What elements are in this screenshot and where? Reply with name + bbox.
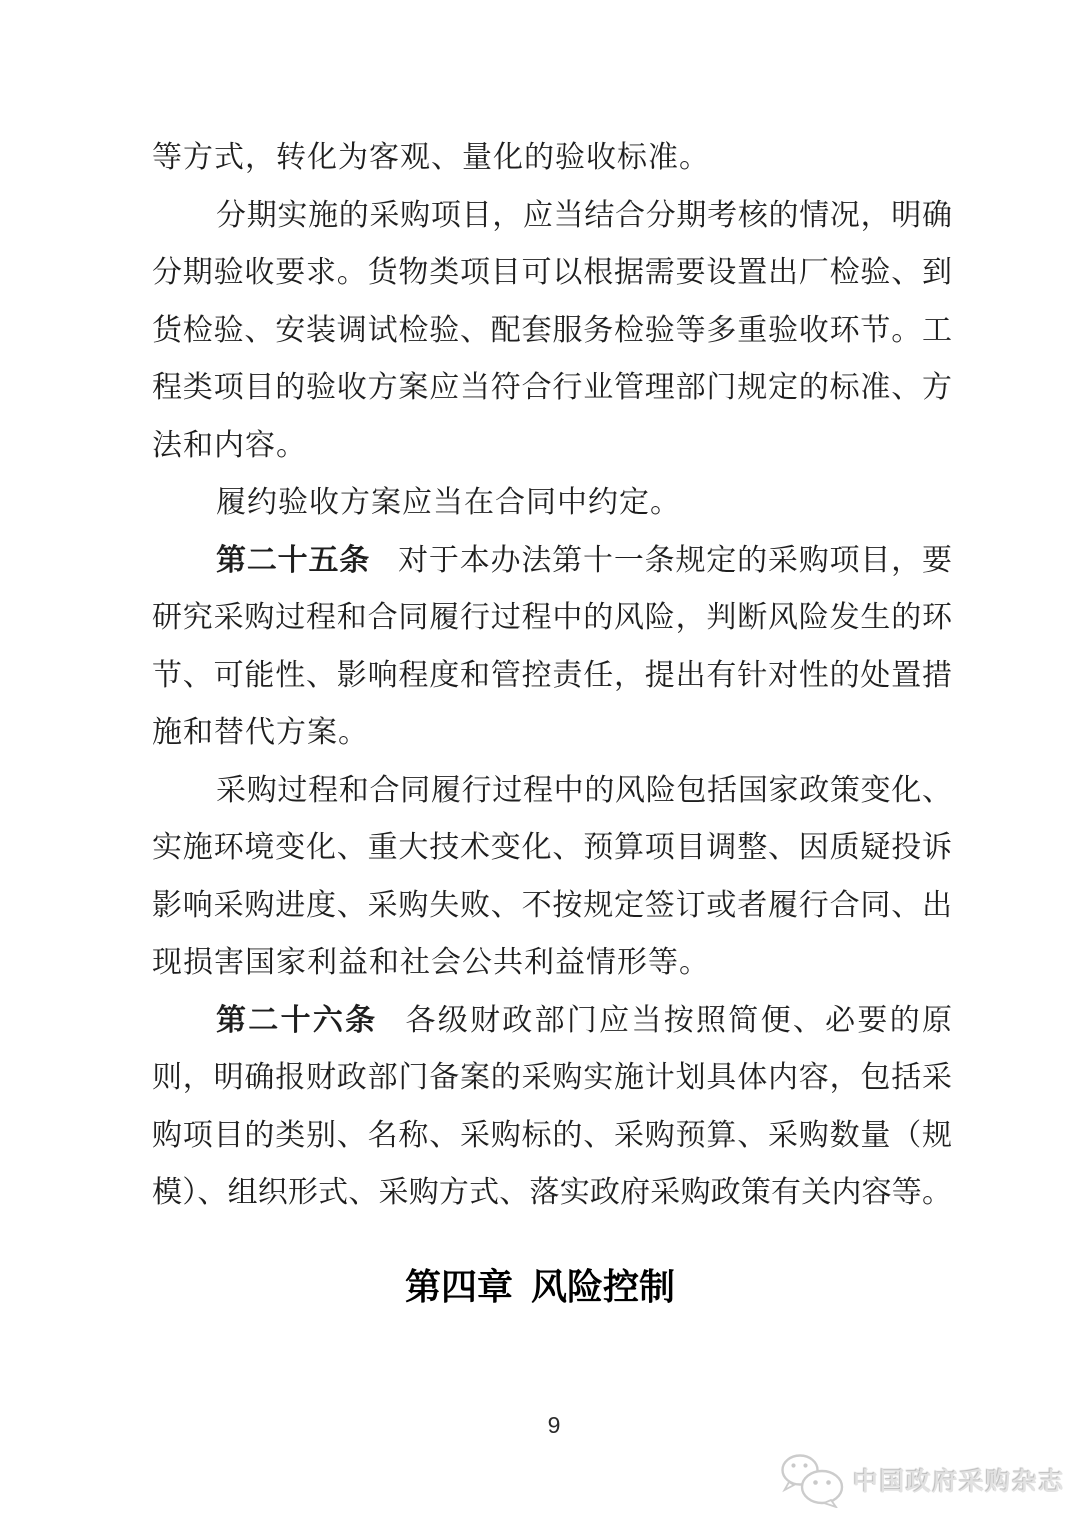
chapter-number: 第四章 bbox=[404, 1266, 513, 1307]
watermark-text: 中国政府采购杂志 bbox=[853, 1468, 1066, 1496]
paragraph bbox=[152, 762, 952, 992]
paragraph bbox=[152, 129, 952, 187]
paragraph bbox=[152, 532, 952, 762]
text-line: 模）、组织形式、采购方式、落实政府采购政策有关内容等。 bbox=[152, 1176, 952, 1209]
text-line: 研究采购过程和合同履行过程中的风险，判断风险发生的环 bbox=[152, 601, 952, 634]
text-line: 程类项目的验收方案应当符合行业管理部门规定的标准、方 bbox=[152, 371, 952, 404]
paragraph bbox=[152, 187, 952, 475]
text-line: 采购过程和合同履行过程中的风险包括国家政策变化、 bbox=[216, 773, 952, 807]
text-line: 购项目的类别、名称、采购标的、采购预算、采购数量（规 bbox=[152, 1118, 952, 1152]
paragraph bbox=[152, 992, 952, 1222]
text-line: 分期验收要求。货物类项目可以根据需要设置出厂检验、到 bbox=[152, 256, 952, 289]
article-number-label: 第二十六条 bbox=[216, 1003, 378, 1037]
text-line: 则，明确报财政部门备案的采购实施计划具体内容，包括采 bbox=[152, 1061, 952, 1094]
text-line: 分期实施的采购项目，应当结合分期考核的情况，明确 bbox=[216, 198, 952, 232]
watermark bbox=[779, 1452, 1065, 1508]
article-text: 对于本办法第十一条规定的采购项目，要 bbox=[398, 543, 952, 577]
text-line: 履约验收方案应当在合同中约定。 bbox=[216, 486, 681, 519]
article-text: 各级财政部门应当按照简便、必要的原 bbox=[405, 1003, 952, 1037]
text-line bbox=[152, 992, 952, 1050]
text-line: 等方式，转化为客观、量化的验收标准。 bbox=[152, 141, 710, 174]
text-line: 节、可能性、影响程度和管控责任，提出有针对性的处置措 bbox=[152, 658, 952, 692]
text-line: 货检验、安装调试检验、配套服务检验等多重验收环节。工 bbox=[152, 313, 952, 347]
paragraph bbox=[152, 474, 952, 532]
page-number: 9 bbox=[547, 1412, 561, 1438]
text-line: 现损害国家利益和社会公共利益情形等。 bbox=[152, 946, 710, 979]
text-line: 影响采购进度、采购失败、不按规定签订或者履行合同、出 bbox=[152, 888, 952, 922]
body-text-block bbox=[152, 129, 952, 1222]
text-line bbox=[152, 532, 952, 590]
article-number-label: 第二十五条 bbox=[216, 543, 371, 577]
chapter-title: 风险控制 bbox=[531, 1266, 676, 1307]
wechat-icon bbox=[779, 1452, 847, 1508]
chapter-heading bbox=[0, 1262, 1080, 1312]
text-line: 法和内容。 bbox=[152, 428, 307, 462]
text-line: 实施环境变化、重大技术变化、预算项目调整、因质疑投诉 bbox=[152, 831, 952, 864]
text-line: 施和替代方案。 bbox=[152, 716, 369, 749]
